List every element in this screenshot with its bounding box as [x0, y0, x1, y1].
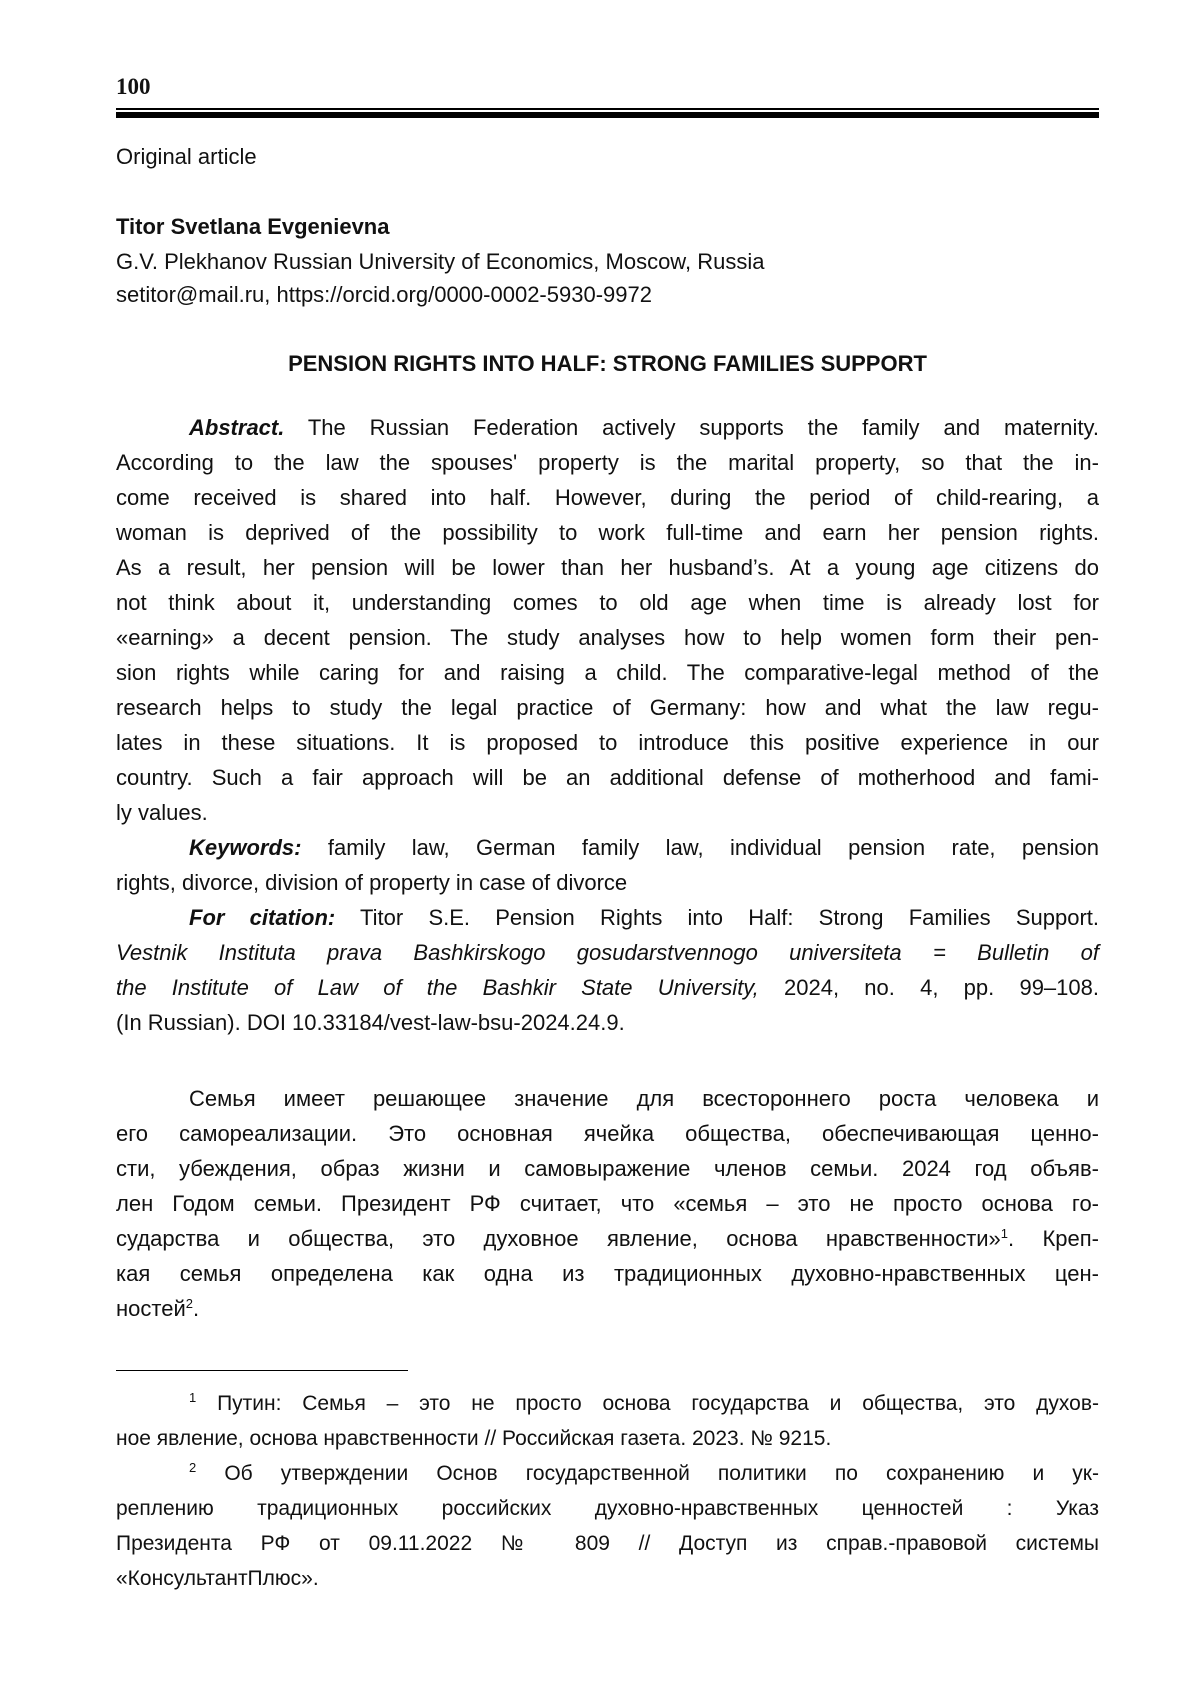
- text-line: [116, 1491, 1099, 1526]
- text-line: [116, 655, 1099, 690]
- text-line: [116, 620, 1099, 655]
- text-run: Keywords:: [189, 835, 302, 860]
- body-paragraph: [116, 1081, 1099, 1326]
- text-line: [116, 795, 1099, 830]
- text-line: [116, 935, 1099, 970]
- text-run: Abstract.: [189, 415, 285, 440]
- text-line: [116, 1005, 1099, 1040]
- text-line: [116, 1256, 1099, 1291]
- footnote-ref: 2: [189, 1460, 197, 1475]
- footnote-separator: [116, 1370, 408, 1371]
- text-run: Titor S.E. Pension Rights into Half: Strong Families Support.: [360, 905, 1100, 930]
- text-line: [116, 1526, 1099, 1561]
- text-line: [116, 515, 1099, 550]
- text-run: ностей: [116, 1296, 186, 1321]
- text-line: [116, 725, 1099, 760]
- text-run: not think about it, understanding comes to old age when time is already lost for: [116, 590, 1099, 615]
- footnote-ref: 1: [189, 1390, 197, 1405]
- header-rule-thin: [116, 108, 1099, 110]
- text-run: «earning» a decent pension. The study analyses how to help women form their pen-: [116, 625, 1099, 650]
- author-name: Titor Svetlana Evgenievna: [116, 214, 390, 239]
- text-line: [116, 585, 1099, 620]
- text-line: [116, 1221, 1099, 1256]
- text-line: [116, 690, 1099, 725]
- text-run: кая семья определена как одна из традиционных духовно-нравственных цен-: [116, 1261, 1099, 1286]
- text-run: сти, убеждения, образ жизни и самовыражение членов семьи. 2024 год объяв-: [116, 1156, 1099, 1181]
- text-run: According to the law the spouses' property is the marital property, so that the in-: [116, 450, 1099, 475]
- footnote-ref: 1: [1000, 1226, 1009, 1241]
- text-line: [116, 1081, 1099, 1116]
- page-number: 100: [116, 74, 151, 99]
- text-run: rights, divorce, division of property in case of divorce: [116, 870, 628, 895]
- abstract: [116, 410, 1099, 1040]
- text-line: [116, 760, 1099, 795]
- text-line: [116, 1116, 1099, 1151]
- text-line: [116, 1561, 1099, 1596]
- text-run: the Institute of Law of the Bashkir State University,: [116, 975, 759, 1000]
- text-line: [116, 830, 1099, 865]
- text-run: «КонсультантПлюс».: [116, 1567, 319, 1590]
- text-line: [116, 865, 1099, 900]
- text-line: [116, 1456, 1099, 1491]
- footnote-ref: 2: [185, 1296, 193, 1311]
- text-run: For citation:: [189, 905, 336, 930]
- text-run: лен Годом семьи. Президент РФ считает, что «семья – это не просто основа го-: [116, 1191, 1099, 1216]
- text-run: 2024, no. 4, pp. 99–108.: [784, 975, 1099, 1000]
- text-line: [116, 1151, 1099, 1186]
- text-line: [116, 970, 1099, 1005]
- text-run: . Креп-: [1008, 1226, 1099, 1251]
- text-line: [116, 480, 1099, 515]
- footnotes: [116, 1386, 1099, 1596]
- text-run: As a result, her pension will be lower than her husband’s. At a young age citizens do: [116, 555, 1099, 580]
- author-affiliation: G.V. Plekhanov Russian University of Economics, Moscow, Russia: [116, 249, 765, 274]
- text-run: .: [192, 1296, 200, 1321]
- text-run: ное явление, основа нравственности // Российская газета. 2023. № 9215.: [116, 1427, 832, 1450]
- text-run: (In Russian). DOI 10.33184/vest-law-bsu-2024.24.9.: [116, 1010, 625, 1035]
- text-line: [116, 900, 1099, 935]
- text-run: реплению традиционных российских духовно-нравственных ценностей : Указ: [116, 1497, 1099, 1520]
- text-run: come received is shared into half. However, during the period of child-rearing, a: [116, 485, 1099, 510]
- text-run: country. Such a fair approach will be an additional defense of motherhood and fami-: [116, 765, 1099, 790]
- text-run: Об утверждении Основ государственной политики по сохранению и ук-: [224, 1462, 1099, 1485]
- text-run: sion rights while caring for and raising a child. The comparative-legal method of the: [116, 660, 1099, 685]
- text-run: его самореализации. Это основная ячейка общества, обеспечивающая ценно-: [116, 1121, 1099, 1146]
- text-run: woman is deprived of the possibility to work full-time and earn her pension rights.: [116, 520, 1099, 545]
- text-run: Vestnik Instituta prava Bashkirskogo gosudarstvennogo universiteta = Bulletin of: [116, 940, 1099, 965]
- text-line: [116, 410, 1099, 445]
- article-title: PENSION RIGHTS INTO HALF: STRONG FAMILIES SUPPORT: [288, 351, 927, 376]
- text-line: [116, 1186, 1099, 1221]
- text-run: family law, German family law, individual pension rate, pension: [327, 835, 1099, 860]
- article-type: Original article: [116, 144, 257, 169]
- text-line: [116, 550, 1099, 585]
- text-run: ly values.: [116, 800, 208, 825]
- text-run: Президента РФ от 09.11.2022 № 809 // Доступ из справ.-правовой системы: [116, 1532, 1099, 1555]
- text-run: lates in these situations. It is proposed to introduce this positive experience in our: [116, 730, 1099, 755]
- text-run: Семья имеет решающее значение для всестороннего роста человека и: [189, 1086, 1099, 1111]
- text-run: The Russian Federation actively supports the family and maternity.: [307, 415, 1099, 440]
- header-rule-thick: [116, 112, 1099, 118]
- author-contacts: setitor@mail.ru, https://orcid.org/0000-0002-5930-9972: [116, 282, 652, 307]
- text-line: [116, 1291, 1099, 1326]
- text-run: сударства и общества, это духовное явление, основа нравственности»: [116, 1226, 1001, 1251]
- text-line: [116, 1386, 1099, 1421]
- text-line: [116, 445, 1099, 480]
- text-line: [116, 1421, 1099, 1456]
- text-run: research helps to study the legal practice of Germany: how and what the law regu-: [116, 695, 1099, 720]
- text-run: Путин: Семья – это не просто основа государства и общества, это духов-: [217, 1392, 1099, 1415]
